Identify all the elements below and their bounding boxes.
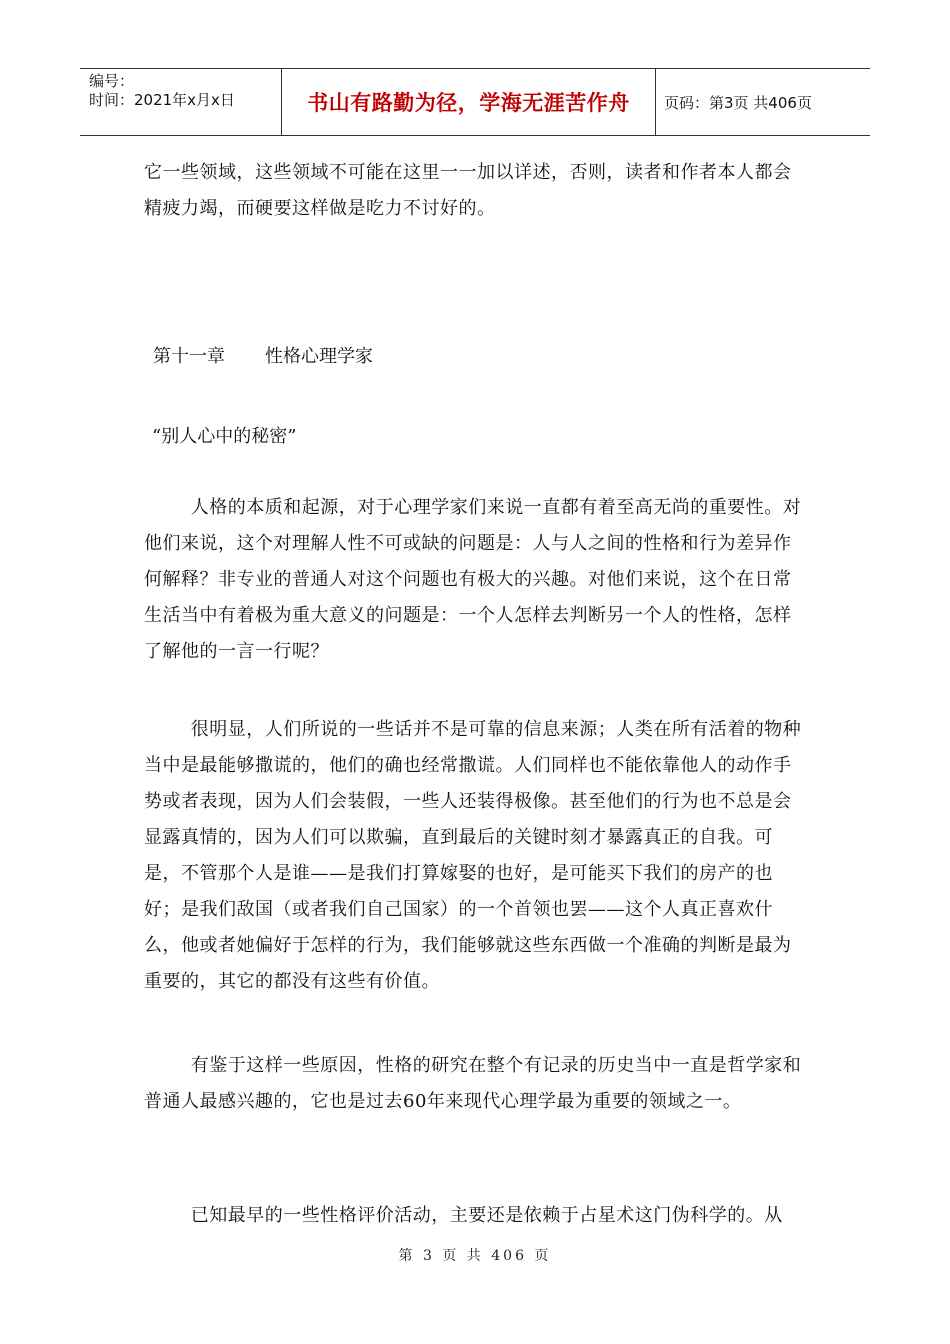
paragraph-continued: 它一些领域，这些领域不可能在这里一一加以详述，否则，读者和作者本人都会精疲力竭，而硬要这样做是吃力不讨好的。 [144, 162, 792, 219]
body-section-2 [144, 712, 806, 1000]
chapter-heading [153, 342, 373, 372]
body-section-1 [144, 490, 806, 670]
document-time-label: 时间：2021年x月x日 [89, 91, 235, 109]
header-meta-cell [80, 69, 282, 135]
header-motto: 书山有路勤为径，学海无涯苦作舟 [282, 69, 656, 135]
header-page-label: 页码：第3页 共406页 [664, 93, 812, 112]
paragraph-1: 人格的本质和起源，对于心理学家们来说一直都有着至高无尚的重要性。对他们来说，这个对理解人性不可或缺的问题是：人与人之间的性格和行为差异作何解释？非专业的普通人对这个问题也有极大的兴趣。对他们来说，这个在日常生活当中有着极为重大意义的问题是：一个人怎样去判断另一个人的性格，怎样了解他的一言一行呢？ [144, 497, 802, 662]
page-footer: 第 3 页 共 406 页 [398, 1248, 552, 1264]
paragraph-3: 有鉴于这样一些原因，性格的研究在整个有记录的历史当中一直是哲学家和普通人最感兴趣的，它也是过去60年来现代心理学最为重要的领域之一。 [144, 1055, 802, 1112]
document-number-label: 编号： [89, 72, 135, 90]
paragraph-4: 已知最早的一些性格评价活动，主要还是依赖于占星术这门伪科学的。从 [190, 1205, 783, 1226]
chapter-number: 第十一章 [153, 346, 225, 367]
body-section-4 [144, 1198, 806, 1234]
paragraph-2: 很明显，人们所说的一些话并不是可靠的信息来源；人类在所有活着的物种当中是最能够撒谎的，他们的确也经常撒谎。人们同样也不能依靠他人的动作手势或者表现，因为人们会装假，一些人还装得极像。甚至他们的行为也不总是会显露真情的，因为人们可以欺骗，直到最后的关键时刻才暴露真正的自我。可是，不管那个人是谁——是我们打算嫁娶的也好，是可能买下我们的房产的也好；是我们敌国（或者我们自己国家）的一个首领也罢——这个人真正喜欢什么，他或者她偏好于怎样的行为，我们能够就这些东西做一个准确的判断是最为重要的，其它的都没有这些有价值。 [144, 719, 802, 992]
body-top [144, 155, 806, 227]
body-section-3 [144, 1048, 806, 1120]
chapter-title: 性格心理学家 [265, 346, 373, 367]
section-subtitle: “别人心中的秘密” [152, 426, 297, 447]
page-header [80, 68, 870, 136]
